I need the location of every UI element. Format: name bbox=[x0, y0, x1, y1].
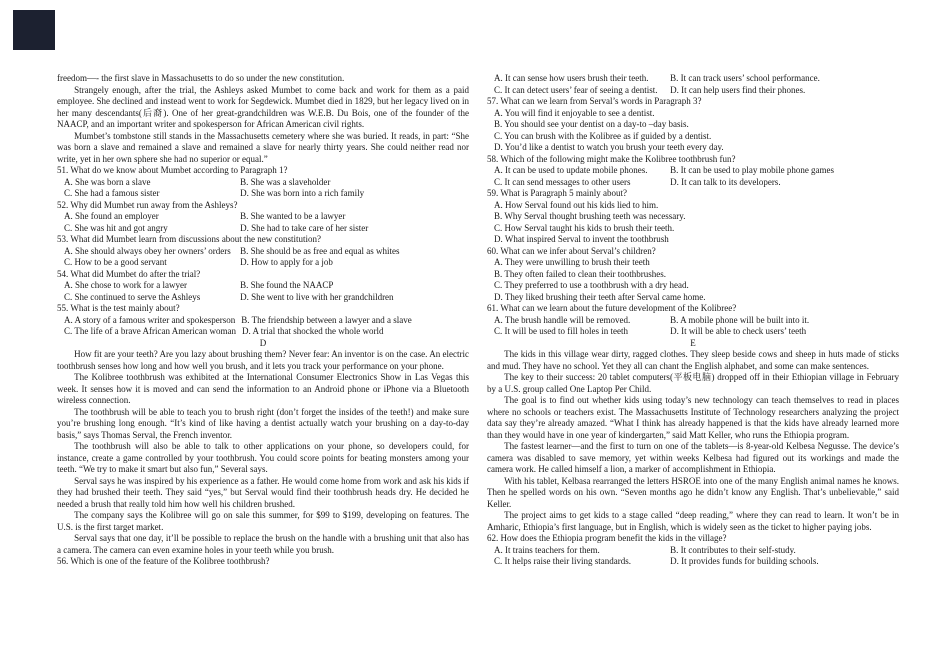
option-pair bbox=[487, 85, 899, 97]
paragraph: The goal is to find out whether kids using today’s new technology can teach themselves to read in places where no schools or teachers exist. The Massachusetts Institute of Technology researchers analyzing the project data say they’re already amazed. “What I think has already happened is that the kids have already learned more than they would have in one year of kindergarten,” said Matt Keller, who runs the Ethiopia program. bbox=[487, 395, 899, 440]
option-pair bbox=[57, 280, 469, 292]
paragraph: The key to their success: 20 tablet computers(平板电脑) dropped off in their Ethiopian village in February by a U.S. group called One Laptop Per Child. bbox=[487, 372, 899, 394]
option-line: B. They often failed to clean their toothbrushes. bbox=[494, 268, 667, 279]
option-line: D. They liked brushing their teeth after Serval came home. bbox=[494, 291, 706, 302]
option-a: A. She chose to work for a lawyer bbox=[64, 280, 187, 290]
option-a: C. She continued to serve the Ashleys bbox=[64, 291, 201, 302]
option-pair bbox=[57, 188, 469, 200]
option-pair bbox=[487, 165, 899, 177]
option-pair bbox=[487, 556, 899, 568]
option-b: D. She went to live with her grandchildren bbox=[240, 291, 394, 302]
paragraph: freedom—- the first slave in Massachusetts to do so under the new constitution. bbox=[57, 73, 345, 83]
paragraph: How fit are your teeth? Are you lazy about brushing them? Never fear: An inventor is on the case. An electric toothbrush senses how long and how well you brush, and it lets you track your performance on your phone. bbox=[57, 349, 469, 371]
option-pair bbox=[57, 246, 469, 258]
option-b: D. It will be able to check users’ teeth bbox=[670, 326, 807, 336]
option-a: A. She was born a slave bbox=[64, 176, 151, 187]
option-a: C. She had a famous sister bbox=[64, 188, 160, 198]
option-a: C. It helps raise their living standards. bbox=[494, 556, 631, 566]
question: 51. What do we know about Mumbet according to Paragraph 1? bbox=[57, 165, 288, 175]
option-b: B. The friendship between a lawyer and a slave bbox=[241, 314, 412, 325]
paragraph: The toothbrush will be able to teach you to brush right (don’t forget the insides of the teeth!) and make sure you’re brushing long enough. “It’s kind of like having a dentist actually watch your brushing on a day-to-day basis,” says Thomas Serval, the French inventor. bbox=[57, 406, 469, 440]
paragraph: Serval says that one day, it’ll be possible to replace the brush on the handle with a brushing unit that also has a camera. The camera can even examine holes in your teeth while you brush. bbox=[57, 533, 469, 555]
option-a: C. It can send messages to other users bbox=[494, 176, 631, 187]
option-b: B. It contributes to their self-study. bbox=[670, 544, 796, 555]
option-line: A. They were unwilling to brush their teeth bbox=[494, 257, 650, 267]
option-line: C. How Serval taught his kids to brush their teeth. bbox=[494, 222, 675, 233]
option-a: A. A story of a famous writer and spokesperson bbox=[64, 314, 236, 325]
question: 57. What can we learn from Serval’s words in Paragraph 3? bbox=[487, 96, 702, 106]
option-pair bbox=[57, 223, 469, 235]
option-line: D. What inspired Serval to invent the toothbrush bbox=[494, 234, 669, 244]
option-line: B. You should see your dentist on a day-to –day basis. bbox=[494, 119, 689, 129]
question: 61. What can we learn about the future development of the Kolibree? bbox=[487, 303, 737, 313]
question: 53. What did Mumbet learn from discussions about the new constitution? bbox=[57, 234, 322, 244]
option-b: D. It provides funds for building schools. bbox=[670, 556, 819, 566]
option-b: B. She found the NAACP bbox=[240, 280, 334, 290]
corner-mark bbox=[13, 10, 55, 50]
option-b: D. A trial that shocked the whole world bbox=[242, 326, 384, 336]
option-b: D. She was born into a rich family bbox=[240, 188, 365, 198]
option-pair bbox=[487, 73, 899, 85]
option-pair bbox=[487, 315, 899, 327]
option-pair bbox=[57, 211, 469, 223]
paragraph: The kids in this village wear dirty, ragged clothes. They sleep beside cows and sheep in huts made of sticks and mud. They have no school. Yet they all can chant the English alphabet, and some can make sentences. bbox=[487, 349, 899, 371]
right-column bbox=[487, 73, 899, 568]
option-a: C. It will be used to fill holes in teeth bbox=[494, 326, 628, 336]
option-a: C. How to be a good servant bbox=[64, 257, 167, 267]
option-b: B. She was a slaveholder bbox=[240, 176, 331, 187]
paragraph: With his tablet, Kelbasa rearranged the letters HSROE into one of the many English animal names he knows. Then he spelled words on his own. “Seven months ago he didn’t know any English. That’s unbelievable,” said Keller. bbox=[487, 475, 899, 509]
question: 56. Which is one of the feature of the Kolibree toothbrush? bbox=[57, 556, 270, 566]
option-a: A. The brush handle will be removed. bbox=[494, 314, 631, 325]
option-pair bbox=[487, 326, 899, 338]
question: 52. Why did Mumbet run away from the Ashleys? bbox=[57, 199, 238, 210]
option-line: D. You’d like a dentist to watch you brush your teeth every day. bbox=[494, 142, 724, 152]
option-b: B. A mobile phone will be built into it. bbox=[670, 314, 810, 325]
option-a: A. It can sense how users brush their teeth. bbox=[494, 73, 649, 83]
paragraph: The company says the Kolibree will go on sale this summer, for $99 to $199, developing on features. The U.S. is the first target market. bbox=[57, 510, 469, 532]
option-line: A. How Serval found out his kids lied to him. bbox=[494, 199, 659, 210]
option-b: B. She wanted to be a lawyer bbox=[240, 211, 346, 221]
option-b: D. How to apply for a job bbox=[240, 257, 333, 267]
option-line: C. You can brush with the Kolibree as if guided by a dentist. bbox=[494, 130, 712, 141]
option-pair bbox=[57, 257, 469, 269]
option-a: C. It can detect users’ fear of seeing a dentist. bbox=[494, 84, 658, 95]
option-pair bbox=[57, 315, 469, 327]
paragraph: Serval says he was inspired by his experience as a father. He would come home from work and ask his kids if they had brushed their teeth. They said “yes,” but Serval would find their toothbrush heads dry. He decided he needed a brush that really told him how well his children brushed. bbox=[57, 475, 469, 509]
question: 55. What is the test mainly about? bbox=[57, 303, 180, 313]
option-pair bbox=[57, 326, 469, 338]
paragraph: The project aims to get kids to a stage called “deep reading,” where they can read to learn. It won’t be in Amharic, Ethiopia’s first language, but in English, which is widely seen as the ticket to higher paying jobs. bbox=[487, 510, 899, 532]
option-a: A. It trains teachers for them. bbox=[494, 544, 600, 555]
question: 54. What did Mumbet do after the trial? bbox=[57, 268, 201, 279]
option-a: C. She was hit and got angry bbox=[64, 222, 168, 233]
option-b: D. It can help users find their phones. bbox=[670, 84, 806, 95]
left-column bbox=[57, 73, 469, 568]
paragraph: Strangely enough, after the trial, the Ashleys asked Mumbet to come back and work for them as a paid employee. She declined and instead went to work for Segdewick. Mumbet died in 1829, but her legacy lived on in her many descendants(后裔). One of her great-grandchildren was W.E.B. Du Bois, one of the founder of the NAACP, and an important writer and spokesperson for African American civil rights. bbox=[57, 84, 469, 129]
section-heading: E bbox=[690, 337, 696, 348]
option-line: B. Why Serval thought brushing teeth was necessary. bbox=[494, 211, 686, 221]
option-b: D. It can talk to its developers. bbox=[670, 176, 781, 187]
option-pair bbox=[57, 177, 469, 189]
question: 62. How does the Ethiopia program benefit the kids in the village? bbox=[487, 533, 727, 543]
option-pair bbox=[57, 292, 469, 304]
option-a: A. It can be used to update mobile phones. bbox=[494, 165, 648, 175]
question: 60. What can we infer about Serval’s children? bbox=[487, 245, 656, 256]
option-line: A. You will find it enjoyable to see a dentist. bbox=[494, 107, 655, 118]
option-pair bbox=[487, 177, 899, 189]
paragraph: The toothbrush will also be able to talk to other applications on your phone, so developers could, for instance, create a game controlled by your toothbrush. You could score points for beating monsters among your teeth. “We try to make it smart but also fun,” Several says. bbox=[57, 441, 469, 474]
option-b: B. It can be used to play mobile phone games bbox=[670, 165, 835, 175]
question: 58. Which of the following might make the Kolibree toothbrush fun? bbox=[487, 153, 736, 164]
question: 59. What is Paragraph 5 mainly about? bbox=[487, 188, 628, 198]
option-a: A. She found an employer bbox=[64, 211, 159, 221]
section-heading: D bbox=[259, 337, 267, 348]
option-a: C. The life of a brave African American woman bbox=[64, 326, 237, 336]
option-b: B. She should be as free and equal as whites bbox=[240, 245, 400, 256]
option-line: C. They preferred to use a toothbrush with a dry head. bbox=[494, 280, 689, 290]
option-pair bbox=[487, 545, 899, 557]
paragraph: The Kolibree toothbrush was exhibited at the International Consumer Electronics Show in Las Vegas this week. It senses how it is moved and can send the information to an Android phone or iPhone via a Bluetooth wireless connection. bbox=[57, 372, 469, 405]
paragraph: The fastest learner—and the first to turn on one of the tablets—is 8-year-old Kelbesa Negusse. The device’s camera was disabled to save memory, yet within weeks Kelbesa had figured out its workings and made the camera work. He called himself a lion, a marker of accomplishment in Ethiopia. bbox=[487, 441, 899, 474]
paragraph: Mumbet’s tombstone still stands in the Massachusetts cemetery where she was buried. It reads, in part: “She was born a slave and remained a slave and remained a slave for nearly thirty years. She could neither read nor write, yet in her own sphere she had no superior or equal.” bbox=[57, 130, 469, 164]
option-b: B. It can track users’ school performance. bbox=[670, 73, 820, 83]
option-a: A. She should always obey her owners’ orders bbox=[64, 245, 231, 256]
option-b: D. She had to take care of her sister bbox=[240, 222, 369, 233]
